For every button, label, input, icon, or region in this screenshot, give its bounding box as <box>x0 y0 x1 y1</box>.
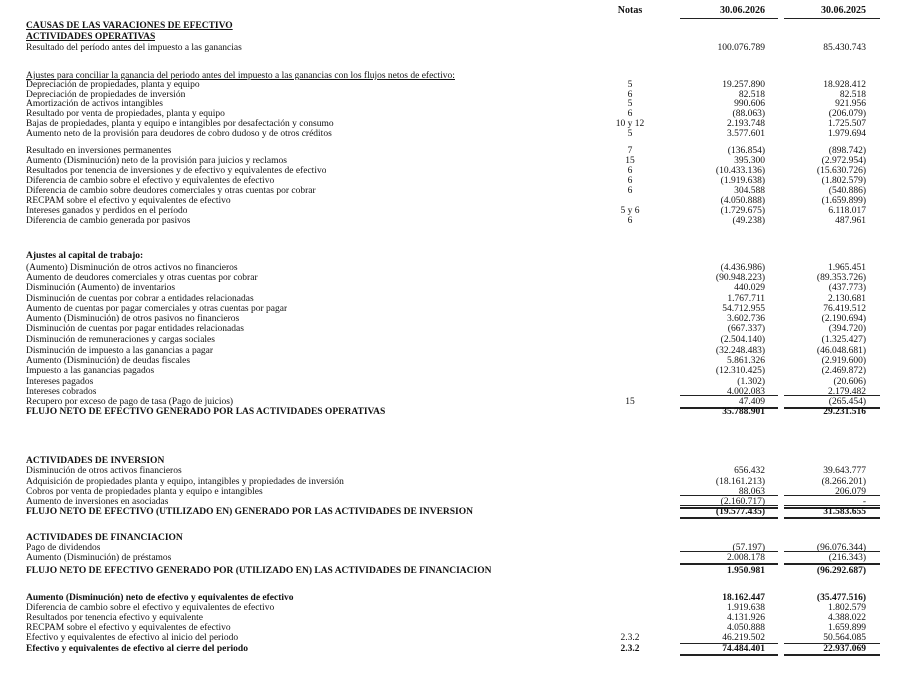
row-label: Resultados por tenencia de inversiones y de efectivo y equivalentes de efectivo <box>26 166 327 176</box>
row-note: 2.3.2 <box>620 633 640 643</box>
total-rule <box>784 505 880 506</box>
row-label: Bajas de propiedades, planta y equipo e intangibles por desafectación y consumo <box>26 119 334 129</box>
row-label: Ajustes al capital de trabajo: <box>26 251 144 261</box>
period-2026-column-header: 30.06.2026 <box>720 5 765 16</box>
row-value-2025: 31.583.655 <box>823 507 866 517</box>
row-label: Impuesto a las ganancias pagados <box>26 366 155 376</box>
row-value-2025: 1.979.694 <box>828 129 866 139</box>
row-value-2025: 76.419.512 <box>823 304 866 314</box>
row-value-2026: (1.919.638) <box>720 176 765 186</box>
row-value-2025: 1.659.899 <box>828 623 866 633</box>
row-label: Efectivo y equivalentes de efectivo al cierre del periodo <box>26 644 248 654</box>
row-value-2025: 39.643.777 <box>823 466 866 476</box>
row-label: Resultado en inversiones permanentes <box>26 146 172 156</box>
row-value-2026: (19.577.435) <box>715 507 765 517</box>
row-value-2025: (394.720) <box>828 324 866 334</box>
row-value-2025: (1.802.579) <box>821 176 866 186</box>
row-value-2026: 35.788.901 <box>722 407 765 417</box>
row-value-2025: 50.564.085 <box>823 633 866 643</box>
row-value-2025: - <box>862 497 866 507</box>
row-value-2025: 18.928.412 <box>823 80 866 90</box>
row-value-2025: (15.630.726) <box>816 166 866 176</box>
row-label: Aumento (Disminución) de deudas fiscales <box>26 356 191 366</box>
row-value-2026: 19.257.890 <box>722 80 765 90</box>
table-row <box>0 406 900 418</box>
row-value-2025: 2.179.482 <box>828 387 866 397</box>
row-value-2025: 82.518 <box>839 90 866 100</box>
row-value-2026: 1.919.638 <box>727 603 765 613</box>
row-value-2025: (898.742) <box>828 146 866 156</box>
row-value-2026: (10.433.136) <box>715 166 765 176</box>
row-value-2025: (437.773) <box>828 283 866 293</box>
total-rule <box>680 551 778 552</box>
period-2025-column-header: 30.06.2025 <box>821 5 866 16</box>
row-value-2026: 46.219.502 <box>722 633 765 643</box>
row-value-2025: 1.965.451 <box>828 263 866 273</box>
row-value-2026: 5.861.326 <box>727 356 765 366</box>
row-value-2026: (4.050.888) <box>720 196 765 206</box>
row-value-2026: (88.063) <box>732 109 765 119</box>
row-value-2025: 85.430.743 <box>823 43 866 53</box>
row-note: 5 y 6 <box>620 206 640 216</box>
row-label: Aumento de cuentas por pagar comerciales y otras cuentas por pagar <box>26 304 288 314</box>
row-label: Pago de dividendos <box>26 543 101 553</box>
row-label: Amortización de activos intangibles <box>26 99 163 109</box>
row-label: Depreciación de propiedades de inversión <box>26 90 186 100</box>
table-row <box>0 250 900 262</box>
row-label: Cobros por venta de propiedades planta y equipo e intangibles <box>26 487 263 497</box>
row-value-2026: 100.076.789 <box>717 43 765 53</box>
total-rule <box>784 654 880 656</box>
row-value-2025: 1.725.507 <box>828 119 866 129</box>
row-note: 6 <box>627 176 633 186</box>
row-label: Depreciación de propiedades, planta y equipo <box>26 80 200 90</box>
row-value-2026: (18.161.213) <box>715 477 765 487</box>
row-value-2026: 74.484.401 <box>722 644 765 654</box>
row-label: Resultado por venta de propiedades, planta y equipo <box>26 109 225 119</box>
row-label: (Aumento) Disminución de otros activos no financieros <box>26 263 238 273</box>
row-value-2026: (2.160.717) <box>720 497 765 507</box>
row-value-2025: (2.190.694) <box>821 314 866 324</box>
row-label: Aumento (Disminución) de préstamos <box>26 553 172 563</box>
row-value-2026: 3.577.601 <box>727 129 765 139</box>
row-label: Disminución de cuentas por cobrar a entidades relacionadas <box>26 294 254 304</box>
row-label: Recupero por exceso de pago de tasa (Pago de juicios) <box>26 397 234 407</box>
table-row <box>0 42 900 54</box>
row-value-2025: 206.079 <box>835 487 866 497</box>
row-label: Diferencia de cambio sobre el efectivo y equivalentes de efectivo <box>26 176 275 186</box>
row-label: Intereses pagados <box>26 377 94 387</box>
row-value-2025: 1.802.579 <box>828 603 866 613</box>
table-row <box>0 128 900 140</box>
row-value-2026: 18.162.447 <box>722 593 765 603</box>
row-value-2026: 4.050.888 <box>727 623 765 633</box>
row-label: Efectivo y equivalentes de efectivo al inicio del periodo <box>26 633 239 643</box>
row-label: Diferencia de cambio sobre deudores comerciales y otras cuentas por cobrar <box>26 186 316 196</box>
row-label: FLUJO NETO DE EFECTIVO GENERADO POR (UTILIZADO EN) LAS ACTIVIDADES DE FINANCIACION <box>26 566 492 576</box>
row-value-2026: (49.238) <box>732 216 765 226</box>
row-value-2025: (89.353.726) <box>816 273 866 283</box>
total-rule <box>680 395 778 396</box>
row-value-2026: 82.518 <box>738 90 765 100</box>
row-value-2026: 1.950.981 <box>727 566 765 576</box>
row-label: ACTIVIDADES DE FINANCIACION <box>26 533 183 543</box>
row-value-2025: (216.343) <box>828 553 866 563</box>
total-rule <box>784 551 880 552</box>
row-value-2025: (46.048.681) <box>816 346 866 356</box>
row-note: 6 <box>627 216 633 226</box>
row-value-2025: (2.469.872) <box>821 366 866 376</box>
row-value-2026: (667.337) <box>727 324 765 334</box>
total-rule <box>680 517 778 519</box>
row-label: FLUJO NETO DE EFECTIVO GENERADO POR LAS ACTIVIDADES OPERATIVAS <box>26 407 386 417</box>
row-label: Aumento de inversiones en asociadas <box>26 497 169 507</box>
table-row <box>0 215 900 227</box>
row-value-2026: 395.300 <box>734 156 765 166</box>
row-note: 2.3.2 <box>620 644 640 654</box>
row-value-2026: 88.063 <box>738 487 765 497</box>
total-rule <box>680 654 778 656</box>
row-label: Aumento de deudores comerciales y otras cuentas por cobrar <box>26 273 258 283</box>
row-note: 7 <box>627 146 633 156</box>
row-value-2025: (2.919.600) <box>821 356 866 366</box>
row-label: Disminución de impuesto a las ganancias a pagar <box>26 346 214 356</box>
row-value-2026: (90.948.223) <box>715 273 765 283</box>
row-value-2025: (8.266.201) <box>821 477 866 487</box>
row-value-2026: 54.712.955 <box>722 304 765 314</box>
row-label: FLUJO NETO DE EFECTIVO (UTILIZADO EN) GENERADO POR LAS ACTIVIDADES DE INVERSION <box>26 507 474 517</box>
row-label: Aumento (Disminución) de otros pasivos no financieros <box>26 314 240 324</box>
row-value-2026: (12.310.425) <box>715 366 765 376</box>
row-label: Resultado del período antes del impuesto a las ganancias <box>26 43 242 53</box>
row-value-2025: (20.606) <box>833 377 866 387</box>
row-value-2026: 47.409 <box>738 397 765 407</box>
row-label: Disminución de otros activos financieros <box>26 466 182 476</box>
row-value-2026: 990.606 <box>734 99 765 109</box>
row-label: Disminución (Aumento) de inventarios <box>26 283 176 293</box>
row-note: 5 <box>627 99 633 109</box>
row-label: Diferencia de cambio generada por pasivos <box>26 216 191 226</box>
row-value-2025: (1.659.899) <box>821 196 866 206</box>
row-value-2026: 2.193.748 <box>727 119 765 129</box>
row-value-2025: 22.937.069 <box>823 644 866 654</box>
row-value-2025: (265.454) <box>828 397 866 407</box>
row-value-2025: (1.325.427) <box>821 335 866 345</box>
row-label: Diferencia de cambio sobre el efectivo y equivalentes de efectivo <box>26 603 275 613</box>
row-label: Aumento (Disminución) neto de la provisión para juicios y reclamos <box>26 156 287 166</box>
row-value-2025: (540.886) <box>828 186 866 196</box>
row-value-2026: 3.602.736 <box>727 314 765 324</box>
row-label: Adquisición de propiedades planta y equipo, intangibles y propiedades de inversión <box>26 477 344 487</box>
total-rule <box>784 495 880 496</box>
row-note: 6 <box>627 186 633 196</box>
row-value-2026: (32.248.483) <box>715 346 765 356</box>
row-label: ACTIVIDADES DE INVERSION <box>26 456 165 466</box>
total-rule <box>680 505 778 506</box>
row-label: Resultados por tenencia efectivo y equivalente <box>26 613 204 623</box>
header-underline-2025 <box>784 18 880 19</box>
row-value-2026: (1.302) <box>737 377 765 387</box>
row-label: Intereses cobrados <box>26 387 97 397</box>
row-value-2025: 487.961 <box>835 216 866 226</box>
row-note: 10 y 12 <box>615 119 645 129</box>
row-value-2025: 29.231.516 <box>823 407 866 417</box>
row-value-2026: (136.854) <box>727 146 765 156</box>
row-value-2025: (2.972.954) <box>821 156 866 166</box>
total-rule <box>784 517 880 519</box>
row-value-2026: (2.504.140) <box>720 335 765 345</box>
row-label: Disminución de cuentas por pagar entidades relacionadas <box>26 324 244 334</box>
row-value-2026: 2.008.178 <box>727 553 765 563</box>
header-underline-2026 <box>680 18 778 19</box>
row-note: 15 <box>625 156 635 166</box>
total-rule <box>680 495 778 496</box>
row-label: ACTIVIDADES OPERATIVAS <box>26 32 156 42</box>
row-value-2025: (96.292.687) <box>816 566 866 576</box>
total-rule <box>784 395 880 396</box>
row-value-2026: (57.197) <box>732 543 765 553</box>
table-row <box>0 565 900 577</box>
row-label: RECPAM sobre el efectivo y equivalentes de efectivo <box>26 623 231 633</box>
row-value-2025: 4.388.022 <box>828 613 866 623</box>
row-label: Disminución de remuneraciones y cargas sociales <box>26 335 215 345</box>
row-label: Aumento (Disminución) neto de efectivo y equivalentes de efectivo <box>26 593 294 603</box>
row-value-2025: 921.956 <box>835 99 866 109</box>
row-note: 5 <box>627 129 633 139</box>
row-note: 6 <box>627 109 633 119</box>
row-value-2025: (206.079) <box>828 109 866 119</box>
row-note: 15 <box>625 397 635 407</box>
row-note: 5 <box>627 80 633 90</box>
row-label: Intereses ganados y perdidos en el período <box>26 206 188 216</box>
row-value-2026: 4.131.926 <box>727 613 765 623</box>
row-value-2026: 656.432 <box>734 466 765 476</box>
row-value-2026: 304.588 <box>734 186 765 196</box>
row-label: Ajustes para conciliar la ganancia del periodo antes del impuesto a las ganancias con los flujos netos de efectivo: <box>26 71 455 81</box>
row-note: 6 <box>627 90 633 100</box>
row-label: CAUSAS DE LAS VARACIONES DE EFECTIVO <box>26 21 233 31</box>
row-label: RECPAM sobre el efectivo y equivalentes de efectivo <box>26 196 231 206</box>
row-note: 6 <box>627 166 633 176</box>
row-label: Aumento neto de la provisión para deudores de cobro dudoso y de otros créditos <box>26 129 332 139</box>
row-value-2026: (4.436.986) <box>720 263 765 273</box>
row-value-2026: (1.729.675) <box>720 206 765 216</box>
row-value-2025: 6.118.017 <box>828 206 866 216</box>
row-value-2026: 440.029 <box>734 283 765 293</box>
row-value-2025: 2.130.681 <box>828 294 866 304</box>
row-value-2025: (96.076.344) <box>816 543 866 553</box>
row-value-2025: (35.477.516) <box>816 593 866 603</box>
row-value-2026: 1.767.711 <box>727 294 765 304</box>
row-value-2026: 4.002.083 <box>727 387 765 397</box>
notas-column-header: Notas <box>617 5 643 16</box>
